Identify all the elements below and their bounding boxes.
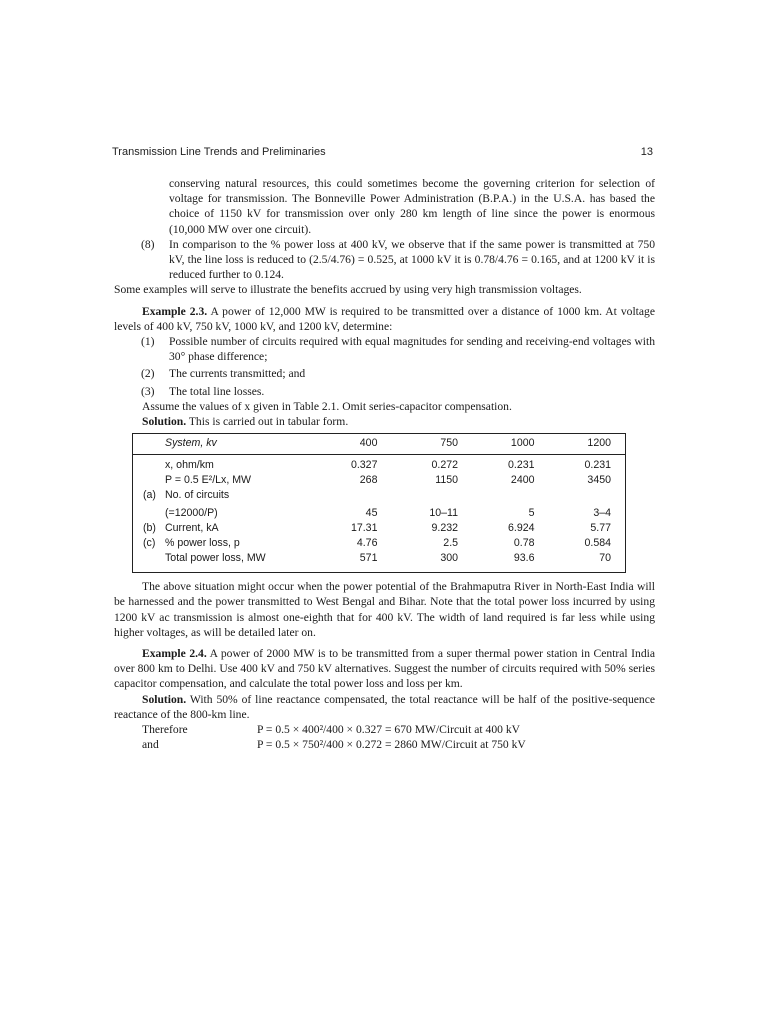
- running-header-title: Transmission Line Trends and Preliminaries: [112, 146, 326, 158]
- solution-label: Solution.: [142, 692, 187, 706]
- table-row: [133, 488, 625, 503]
- table-header-cell: 1200: [549, 436, 626, 455]
- equation-400kv: [114, 722, 655, 737]
- row-label: (=12000/P): [165, 507, 218, 520]
- table-cell: 0.78: [513, 537, 535, 550]
- example-2-3-item-1: [114, 334, 655, 364]
- table-cell: 3–4: [593, 507, 611, 520]
- example-2-3-text: A power of 12,000 MW is required to be transmitted over a distance of 1000 km. At voltage levels of 400 kV, 750 kV, 1000 kV, and 1200 kV, determine:: [114, 304, 655, 333]
- table-cell: 0.584: [584, 537, 611, 550]
- row-label: No. of circuits: [165, 489, 230, 502]
- example-2-3-item-3: [114, 384, 655, 399]
- table-cell: [315, 488, 391, 503]
- list-item-text: In comparison to the % power loss at 400 kV, we observe that if the same power is transmitted at 750 kV, the line loss is reduced to (2.5/4.76) = 0.525, at 1000 kV it is 0.78/4.76 = 0.165, and at 1200 kV it is reduced further to 0.124.: [169, 237, 655, 282]
- table-cell: [391, 488, 472, 503]
- table-cell: [472, 488, 548, 503]
- table-row: [133, 536, 625, 551]
- solution-label: Solution.: [142, 415, 187, 429]
- table-cell: 268: [359, 474, 378, 487]
- list-item-text: The currents transmitted; and: [169, 367, 306, 381]
- row-key: (b): [143, 522, 156, 535]
- page-body: [114, 176, 655, 752]
- equation-lead-word: and: [142, 738, 159, 752]
- row-label: % power loss, p: [165, 537, 240, 550]
- table-row: [133, 503, 625, 521]
- list-item-number: (2): [141, 367, 155, 381]
- table-cell: 300: [440, 552, 459, 565]
- equation-text: P = 0.5 × 400²/400 × 0.327 = 670 MW/Circuit at 400 kV: [257, 723, 520, 737]
- table-cell: 2400: [510, 474, 535, 487]
- row-label: Current, kA: [165, 522, 219, 535]
- row-key: [133, 551, 165, 566]
- running-header: [112, 146, 653, 158]
- examples-intro: Some examples will serve to illustrate the benefits accrued by using very high transmission voltages.: [114, 283, 582, 297]
- example-2-3-label: Example 2.3.: [142, 304, 208, 318]
- table-cell: 0.272: [431, 459, 459, 472]
- table-cell: 3450: [587, 474, 611, 487]
- table-header-cell: 1000: [472, 436, 548, 455]
- table-cell: 5.77: [590, 522, 611, 535]
- continued-paragraph: conserving natural resources, this could sometimes become the governing criterion for selection of voltage for transmission. The Bonneville Power Administration (B.P.A.) in the U.S.A. has based the choice of 1150 kV for transmission over only 280 km length of line since the power is enormous (10,000 MW over one circuit).: [169, 177, 655, 236]
- row-key: [133, 455, 165, 474]
- example-2-4-statement: [114, 646, 655, 692]
- table-header-row: [133, 436, 625, 455]
- equation-text: P = 0.5 × 750²/400 × 0.272 = 2860 MW/Circuit at 750 kV: [257, 738, 526, 752]
- list-item-number: (1): [141, 335, 155, 349]
- row-key: [133, 473, 165, 488]
- example-2-3-solution: [114, 414, 655, 429]
- row-key: [133, 503, 165, 521]
- example-2-4-text: A power of 2000 MW is to be transmitted from a super thermal power station in Central India over 800 km to Delhi. Use 400 kV and 750 kV alternatives. Suggest the number of circuits required with 50% series capacitor compensation, and calculate the total power loss and loss per km.: [114, 647, 655, 691]
- row-label: Total power loss, MW: [165, 552, 266, 565]
- table-cell: [549, 488, 626, 503]
- list-item-text: Possible number of circuits required with equal magnitudes for sending and receiving-end voltages with 30° phase difference;: [169, 335, 655, 364]
- table-cell: 10–11: [429, 507, 459, 520]
- table-cell: 0.231: [507, 459, 535, 472]
- example-2-3-item-2: [114, 366, 655, 381]
- table-cell: 2.5: [443, 537, 459, 550]
- table-cell: 6.924: [507, 522, 535, 535]
- table-row: [133, 455, 625, 474]
- list-item-8: [114, 237, 655, 283]
- table-header-cell: 400: [315, 436, 391, 455]
- table-row: [133, 521, 625, 536]
- table-cell: 70: [599, 552, 611, 565]
- table-cell: 4.76: [356, 537, 378, 550]
- solution-text: With 50% of line reactance compensated, the total reactance will be half of the positive-sequence reactance of the 800-km line.: [114, 692, 656, 721]
- solution-text: This is carried out in tabular form.: [188, 415, 349, 429]
- row-label: P = 0.5 E²/Lx, MW: [165, 474, 252, 487]
- example-2-3-statement: [114, 304, 655, 334]
- row-key: (c): [143, 537, 156, 550]
- example-2-4-label: Example 2.4.: [142, 647, 207, 661]
- list-item-text: The total line losses.: [169, 384, 265, 398]
- table-cell: 45: [365, 507, 378, 520]
- table-row: [133, 551, 625, 566]
- list-item-number: (8): [141, 237, 155, 251]
- table-cell: 17.31: [350, 522, 378, 535]
- equation-lead-word: Therefore: [142, 723, 188, 737]
- equation-750kv: [114, 737, 655, 752]
- table-cell: 93.6: [513, 552, 535, 565]
- row-key: (a): [143, 489, 156, 502]
- row-label: x, ohm/km: [165, 459, 214, 472]
- table-header-label: System, kv: [165, 436, 315, 455]
- list-item-number: (3): [141, 384, 155, 398]
- example-2-3-assumption: Assume the values of x given in Table 2.1. Omit series-capacitor compensation.: [142, 399, 512, 413]
- table-cell: 571: [359, 552, 378, 565]
- table-cell: 5: [528, 507, 535, 520]
- table-cell: 0.231: [584, 459, 611, 472]
- table-cell: 1150: [435, 474, 459, 487]
- table-row: [133, 473, 625, 488]
- table-cell: 0.327: [350, 459, 378, 472]
- after-table-paragraph: The above situation might occur when the power potential of the Brahmaputra River in North-East India will be harnessed and the power transmitted to West Bengal and Bihar. Note that the total power loss incurred by using 1200 kV ac transmission is almost one-eighth that for 400 kV. The width of land required is far less while using higher voltages, as will be detailed later on.: [114, 580, 655, 639]
- table-cell: 9.232: [431, 522, 459, 535]
- table-header-cell: 750: [391, 436, 472, 455]
- page-number: 13: [640, 146, 653, 158]
- example-2-4-solution: [114, 692, 655, 722]
- results-table: [132, 433, 626, 573]
